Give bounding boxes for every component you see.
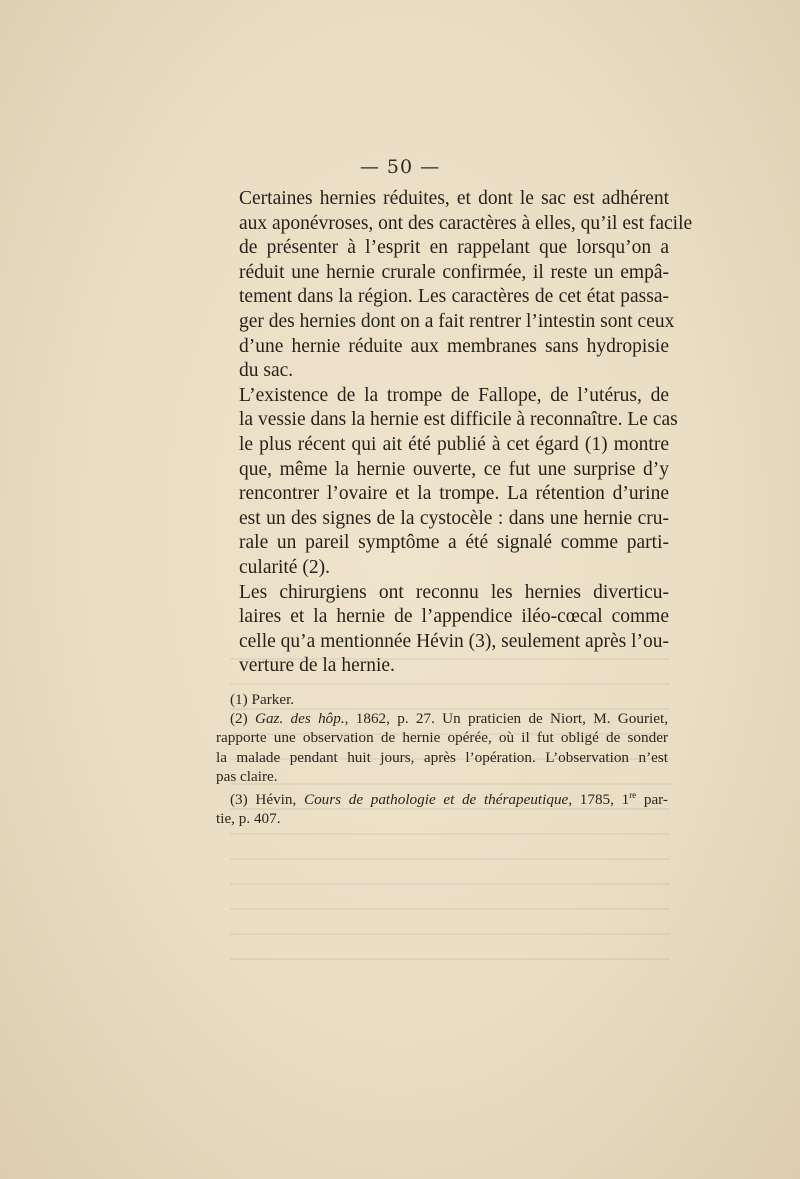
- book-title: Cours de pathologie et de thérapeutique: [303, 791, 569, 809]
- footnote-text: , 1785, 1: [568, 791, 630, 809]
- superscript: re: [629, 790, 637, 801]
- footnote-line: la malade pendant huit jours, après l’opération. L’observation n’est: [216, 748, 668, 766]
- main-text: [221, 187, 693, 679]
- footnote-line: [216, 786, 668, 809]
- text-line: tement dans la région. Les caractères de cet état passa-: [239, 286, 669, 308]
- footnote-line: tie, p. 407.: [216, 810, 281, 828]
- text-line: celle qu’a mentionnée Hévin (3), seulement après l’ou-: [239, 630, 669, 652]
- paragraph-2: [221, 384, 678, 581]
- text-line: laires et la hernie de l’appendice iléo-cœcal comme: [239, 606, 669, 628]
- footnote-3: [216, 786, 668, 828]
- page-number: — 50 —: [359, 156, 441, 178]
- text-line: réduit une hernie crurale confirmée, il reste un empâ-: [239, 261, 669, 283]
- text-line: Les chirurgiens ont reconnu les hernies diverticu-: [239, 581, 669, 603]
- footnote-text: par-: [636, 791, 668, 809]
- footnote-line: pas claire.: [216, 767, 278, 785]
- footnote-text: , 1862, p. 27. Un praticien de Niort, M. Gouriet,: [344, 710, 668, 728]
- text-line: que, même la hernie ouverte, ce fut une surprise d’y: [239, 458, 669, 480]
- text-line: aux aponévroses, ont des caractères à elles, qu’il est facile: [239, 212, 693, 234]
- text-line: de présenter à l’esprit en rappelant que lorsqu’on a: [239, 237, 669, 259]
- footnote-line: rapporte une observation de hernie opérée, où il fut obligé de sonder: [216, 729, 668, 747]
- footnote-marker: (3) Hévin,: [230, 791, 304, 809]
- paragraph-3: [221, 581, 669, 679]
- footnotes: [216, 690, 668, 828]
- text-line: L’existence de la trompe de Fallope, de l’utérus, de: [239, 384, 669, 406]
- text-line: du sac.: [239, 360, 294, 382]
- text-line: cularité (2).: [239, 556, 330, 578]
- footnote-2: [216, 709, 668, 786]
- footnote-1: [216, 690, 668, 709]
- text-line: le plus récent qui ait été publié à cet égard (1) montre: [239, 433, 669, 455]
- paragraph-1: [221, 187, 693, 384]
- footnote-line: [216, 709, 668, 728]
- text-line: d’une hernie réduite aux membranes sans hydropisie: [239, 335, 669, 357]
- footnote-text: (1) Parker.: [230, 691, 295, 708]
- footnote-marker: (2): [230, 710, 255, 728]
- text-line: rale un pareil symptôme a été signalé comme parti-: [239, 532, 669, 554]
- text-line: est un des signes de la cystocèle : dans une hernie cru-: [239, 507, 669, 529]
- text-line: ger des hernies dont on a fait rentrer l’intestin sont ceux: [239, 310, 675, 332]
- journal-title: Gaz. des hôp.: [255, 710, 345, 728]
- text-line: la vessie dans la hernie est difficile à reconnaître. Le cas: [239, 409, 678, 431]
- text-line: rencontrer l’ovaire et la trompe. La rétention d’urine: [239, 483, 669, 505]
- text-line: Certaines hernies réduites, et dont le sac est adhérent: [239, 188, 669, 209]
- text-line: verture de la hernie.: [239, 655, 395, 677]
